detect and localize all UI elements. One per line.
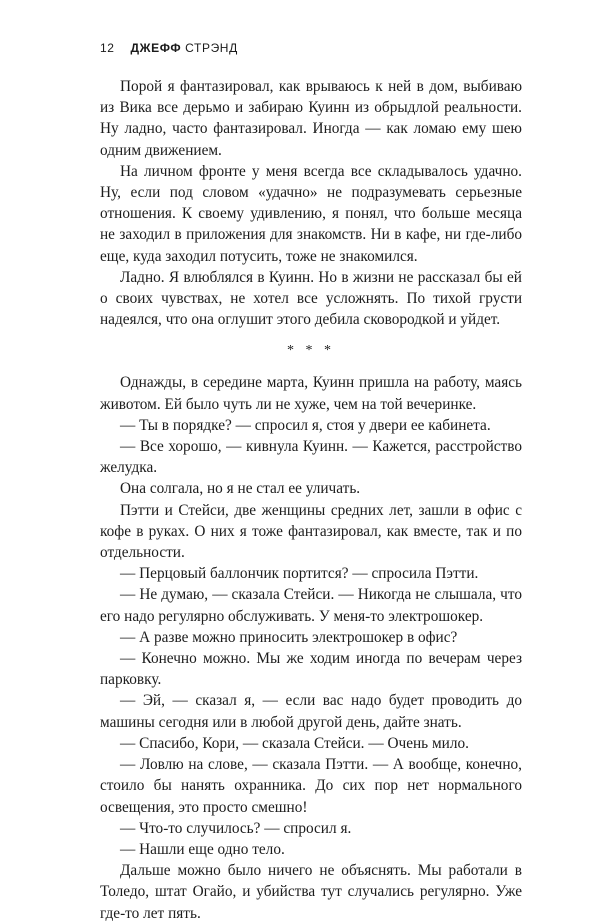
paragraph: — Конечно можно. Мы же ходим иногда по вечерам через парковку. <box>100 650 522 689</box>
paragraph: Однажды, в середине марта, Куинн пришла на работу, маясь животом. Ей было чуть ли не хуже, чем на той вечеринке. <box>100 374 522 413</box>
paragraph: Она солгала, но я не стал ее уличать. <box>120 480 361 498</box>
section-separator: * * * <box>287 343 335 359</box>
paragraph: Ладно. Я влюблялся в Куинн. Но в жизни не рассказал бы ей о своих чувствах, не хотел все усложнять. По тихой грусти надеялся, что она оглушит этого дебила сковородкой и уйдет. <box>100 268 522 329</box>
running-header <box>100 41 238 55</box>
paragraph: — Ты в порядке? — спросил я, стоя у двери ее кабинета. <box>120 416 491 434</box>
paragraph: — Ловлю на слове, — сказала Пэтти. — А вообще, конечно, стоило бы нанять охранника. До сих пор нет нормального освещения, это просто смешно! <box>100 756 522 816</box>
paragraph: — А разве можно приносить электрошокер в офис? <box>120 628 458 646</box>
paragraph: — Что-то случилось? — спросил я. <box>120 819 352 837</box>
paragraph: Пэтти и Стейси, две женщины средних лет, зашли в офис с кофе в руках. О них я тоже фантазировал, как вместе, так и по отдельности. <box>100 501 522 562</box>
paragraph: — Спасибо, Кори, — сказала Стейси. — Очень мило. <box>120 734 469 752</box>
paragraph: — Нашли еще одно тело. <box>120 840 285 858</box>
author-last-name: СТРЭНД <box>185 41 238 55</box>
page-number: 12 <box>100 41 115 55</box>
body-text <box>100 76 522 924</box>
paragraph: Дальше можно было ничего не объяснять. Мы работали в Толедо, штат Огайо, и убийства тут случались регулярно. Уже где-то лет пять. <box>100 862 522 922</box>
paragraph: — Все хорошо, — кивнула Куинн. — Кажется, расстройство желудка. <box>100 438 522 477</box>
paragraph: — Эй, — сказал я, — если вас надо будет проводить до машины сегодня или в любой другой день, дайте знать. <box>100 692 522 731</box>
paragraph: — Перцовый баллончик портится? — спросила Пэтти. <box>120 565 479 583</box>
author-first-name: ДЖЕФФ <box>130 41 182 55</box>
paragraph: — Не думаю, — сказала Стейси. — Никогда не слышала, что его надо регулярно обслуживать. У меня-то электрошокер. <box>100 586 522 625</box>
paragraph: Порой я фантазировал, как врываюсь к ней в дом, выбиваю из Вика все дерьмо и забираю Куинн из обрыдлой реальности. Ну ладно, часто фантазировал. Иногда — как ломаю ему шею одним движением. <box>100 78 522 159</box>
paragraph: На личном фронте у меня всегда все складывалось удачно. Ну, если под словом «удачно» не подразумевать серьезные отношения. К своему удивлению, я понял, что больше месяца не заходил в приложения для знакомств. Ни в кафе, ни где-либо еще, куда заходил потусить, тоже не знакомился. <box>100 162 522 265</box>
